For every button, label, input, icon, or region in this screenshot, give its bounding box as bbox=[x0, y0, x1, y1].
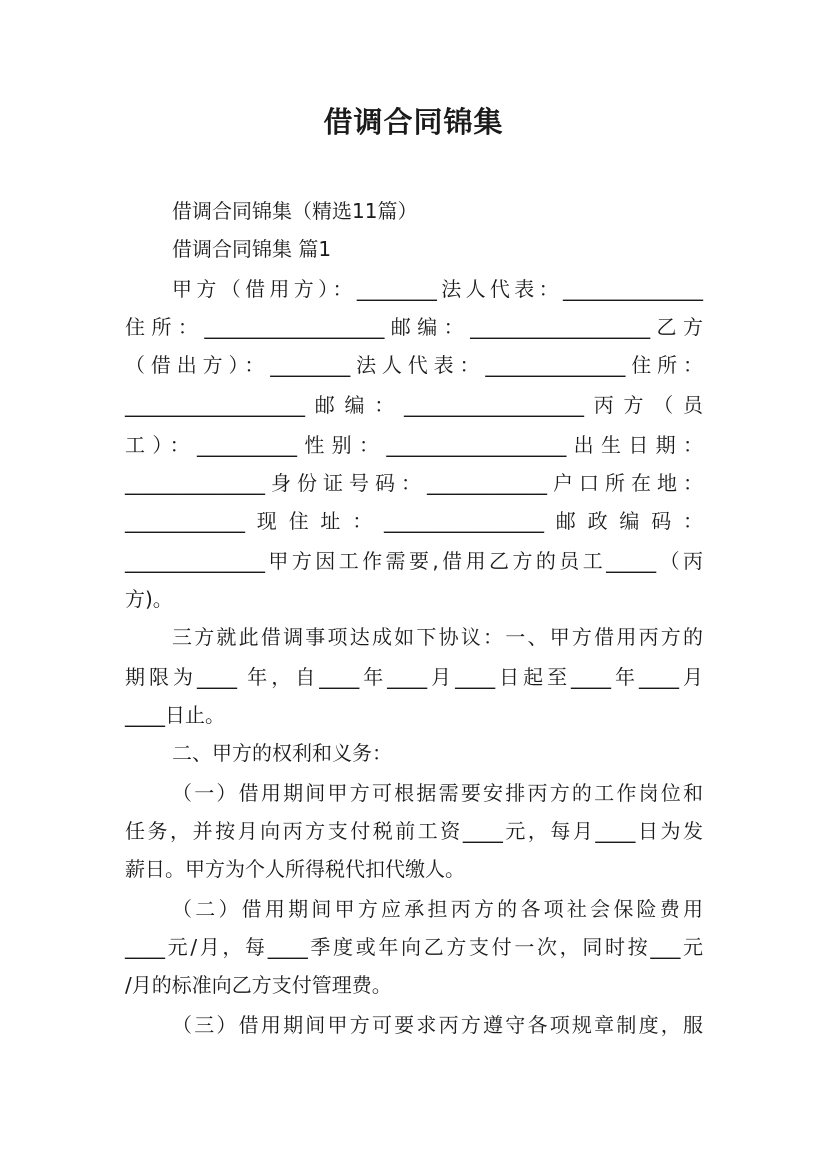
doc-line: 工）：__________性别：__________________出生日期： bbox=[125, 433, 703, 457]
doc-line: ______________甲方因工作需要,借用乙方的员工_____（丙 bbox=[125, 549, 703, 573]
doc-line: ____日止。 bbox=[125, 703, 225, 727]
doc-line: ____________现住址：________________邮政编码： bbox=[125, 509, 703, 533]
doc-line: /月的标准向乙方支付管理费。 bbox=[125, 973, 392, 997]
doc-line: 借调合同锦集（精选11篇） bbox=[172, 199, 418, 223]
doc-line: __________________邮编：__________________丙方（员 bbox=[125, 393, 703, 417]
doc-line: 甲方（借用方）：________法人代表：______________ bbox=[172, 277, 703, 301]
doc-line: （一）借用期间甲方可根据需要安排丙方的工作岗位和 bbox=[172, 781, 703, 805]
doc-line: 住所：__________________邮编：__________________乙方 bbox=[125, 315, 703, 339]
doc-line: 借调合同锦集 篇1 bbox=[172, 237, 332, 261]
doc-line: 任务，并按月向丙方支付税前工资____元，每月____日为发 bbox=[125, 819, 703, 843]
doc-line: 二、甲方的权利和义务： bbox=[172, 741, 392, 765]
document-title: 借调合同锦集 bbox=[323, 105, 504, 139]
doc-line: ____元/月，每____季度或年向乙方支付一次，同时按___元 bbox=[125, 935, 703, 959]
doc-line: 三方就此借调事项达成如下协议：一、甲方借用丙方的 bbox=[172, 625, 703, 649]
doc-line: （二）借用期间甲方应承担丙方的各项社会保险费用 bbox=[172, 897, 703, 921]
doc-line: 方)。 bbox=[125, 587, 173, 611]
doc-line: （三）借用期间甲方可要求丙方遵守各项规章制度，服 bbox=[172, 1013, 703, 1037]
doc-line: 期限为____ 年，自____年____月____日起至____年____月 bbox=[125, 665, 703, 689]
doc-line: ______________身份证号码：____________户口所在地： bbox=[125, 471, 703, 495]
doc-line: 薪日。甲方为个人所得税代扣代缴人。 bbox=[125, 857, 465, 881]
doc-line: （借出方）：________法人代表：______________住所： bbox=[125, 353, 703, 377]
